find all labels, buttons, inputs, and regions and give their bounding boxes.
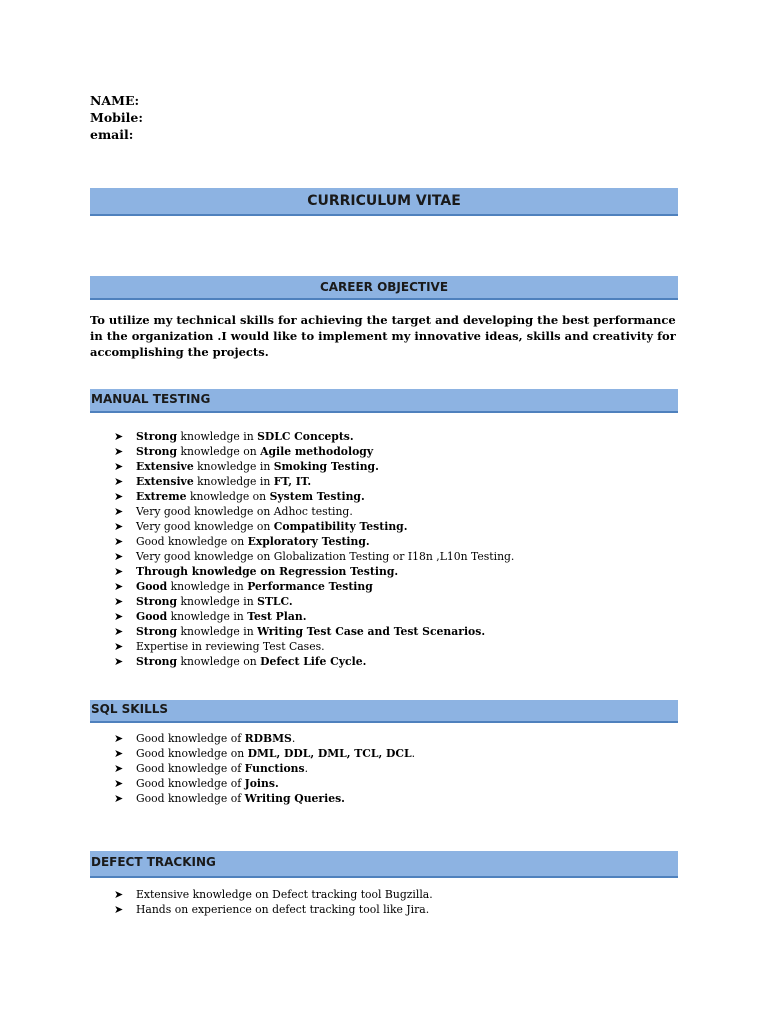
defect-tracking-list	[114, 887, 433, 917]
arrowhead-bullet-icon: ➤	[114, 610, 124, 623]
item-text: Extensive knowledge on Defect tracking tool Bugzilla.	[136, 888, 433, 901]
bold-text: Strong	[136, 655, 178, 668]
bold-text: Joins.	[244, 777, 279, 790]
item-text: Expertise in reviewing Test Cases.	[136, 640, 325, 653]
bold-text: Exploratory Testing.	[247, 535, 370, 548]
list-item	[114, 564, 514, 579]
bold-text: Writing Queries.	[244, 792, 345, 805]
arrowhead-bullet-icon: ➤	[114, 888, 124, 901]
list-item	[114, 474, 514, 489]
arrowhead-bullet-icon: ➤	[114, 565, 124, 578]
item-text: Hands on experience on defect tracking tool like Jira.	[136, 903, 430, 916]
manual-testing-list	[114, 429, 514, 669]
bold-text: Strong	[136, 625, 178, 638]
list-item	[114, 489, 514, 504]
item-text: Very good knowledge on Globalization Testing or I18n ,L10n Testing.	[136, 550, 515, 563]
bold-text: FT, IT.	[273, 475, 312, 488]
list-item	[114, 444, 514, 459]
item-text: Good knowledge of	[136, 792, 245, 805]
list-item	[114, 624, 514, 639]
arrowhead-bullet-icon: ➤	[114, 535, 124, 548]
arrowhead-bullet-icon: ➤	[114, 520, 124, 533]
career-objective-text: To utilize my technical skills for achieving the target and developing the best performance in the organization .I would like to implement my innovative ideas, skills and creativity for accomplishing the projects.	[90, 313, 676, 359]
arrowhead-bullet-icon: ➤	[114, 595, 124, 608]
item-text: knowledge on	[177, 655, 261, 668]
item-text: knowledge in	[193, 475, 274, 488]
bold-text: SDLC Concepts.	[257, 430, 354, 443]
arrowhead-bullet-icon: ➤	[114, 747, 124, 760]
item-text: knowledge on	[186, 490, 270, 503]
item-text: knowledge in	[177, 595, 258, 608]
arrowhead-bullet-icon: ➤	[114, 430, 124, 443]
list-item	[114, 887, 433, 902]
arrowhead-bullet-icon: ➤	[114, 732, 124, 745]
contact-block	[90, 92, 143, 143]
arrowhead-bullet-icon: ➤	[114, 640, 124, 653]
arrowhead-bullet-icon: ➤	[114, 762, 124, 775]
list-item	[114, 791, 415, 806]
bold-text: Extensive	[136, 475, 194, 488]
list-item	[114, 594, 514, 609]
document-title: CURRICULUM VITAE	[90, 188, 678, 216]
bold-text: Smoking Testing.	[273, 460, 379, 473]
list-item	[114, 731, 415, 746]
arrowhead-bullet-icon: ➤	[114, 490, 124, 503]
item-text: knowledge in	[167, 610, 248, 623]
item-text: Good knowledge of	[136, 762, 245, 775]
bold-text: STLC.	[257, 595, 293, 608]
item-text: Good knowledge on	[136, 535, 248, 548]
arrowhead-bullet-icon: ➤	[114, 903, 124, 916]
bold-text: Strong	[136, 445, 178, 458]
list-item	[114, 902, 433, 917]
sql-skills-heading: SQL SKILLS	[90, 700, 678, 723]
list-item	[114, 761, 415, 776]
list-item	[114, 654, 514, 669]
arrowhead-bullet-icon: ➤	[114, 460, 124, 473]
list-item	[114, 639, 514, 654]
item-text: knowledge in	[177, 625, 258, 638]
bold-text: Test Plan.	[247, 610, 307, 623]
sql-skills-list	[114, 731, 415, 806]
bold-text: Compatibility Testing.	[273, 520, 408, 533]
name-label: NAME:	[90, 93, 140, 108]
list-item	[114, 534, 514, 549]
list-item	[114, 776, 415, 791]
bold-text: Good	[136, 580, 168, 593]
list-item	[114, 459, 514, 474]
list-item	[114, 746, 415, 761]
arrowhead-bullet-icon: ➤	[114, 550, 124, 563]
item-text: knowledge in	[177, 430, 258, 443]
bold-text: Defect Life Cycle.	[260, 655, 367, 668]
bold-text: System Testing.	[269, 490, 365, 503]
list-item	[114, 504, 514, 519]
bold-text: Strong	[136, 430, 178, 443]
career-objective-heading: CAREER OBJECTIVE	[90, 276, 678, 300]
bold-text: Good	[136, 610, 168, 623]
item-text: Good knowledge on	[136, 747, 248, 760]
list-item	[114, 519, 514, 534]
bold-text: Through knowledge on Regression Testing.	[136, 565, 399, 578]
mobile-label: Mobile:	[90, 110, 143, 125]
item-text: knowledge in	[193, 460, 274, 473]
list-item	[114, 579, 514, 594]
bold-text: Extensive	[136, 460, 194, 473]
arrowhead-bullet-icon: ➤	[114, 580, 124, 593]
arrowhead-bullet-icon: ➤	[114, 475, 124, 488]
list-item	[114, 549, 514, 564]
manual-testing-heading: MANUAL TESTING	[90, 389, 678, 413]
item-text: Very good knowledge on	[136, 520, 274, 533]
list-item	[114, 429, 514, 444]
bold-text: DML, DDL, DML, TCL, DCL	[247, 747, 412, 760]
item-text: knowledge on	[177, 445, 261, 458]
item-text: Good knowledge of	[136, 732, 245, 745]
arrowhead-bullet-icon: ➤	[114, 655, 124, 668]
arrowhead-bullet-icon: ➤	[114, 625, 124, 638]
arrowhead-bullet-icon: ➤	[114, 792, 124, 805]
bold-text: Agile methodology	[260, 445, 374, 458]
list-item	[114, 609, 514, 624]
email-label: email:	[90, 127, 134, 142]
bold-text: RDBMS	[244, 732, 292, 745]
item-text: .	[291, 732, 296, 745]
arrowhead-bullet-icon: ➤	[114, 777, 124, 790]
arrowhead-bullet-icon: ➤	[114, 445, 124, 458]
bold-text: Extreme	[136, 490, 187, 503]
item-text: .	[304, 762, 309, 775]
item-text: Very good knowledge on Adhoc testing.	[136, 505, 353, 518]
item-text: .	[411, 747, 415, 760]
bold-text: Functions	[244, 762, 305, 775]
bold-text: Performance Testing	[247, 580, 373, 593]
item-text: Good knowledge of	[136, 777, 245, 790]
bold-text: Strong	[136, 595, 178, 608]
defect-tracking-heading: DEFECT TRACKING	[90, 851, 678, 878]
item-text: knowledge in	[167, 580, 248, 593]
arrowhead-bullet-icon: ➤	[114, 505, 124, 518]
bold-text: Writing Test Case and Test Scenarios.	[257, 625, 486, 638]
